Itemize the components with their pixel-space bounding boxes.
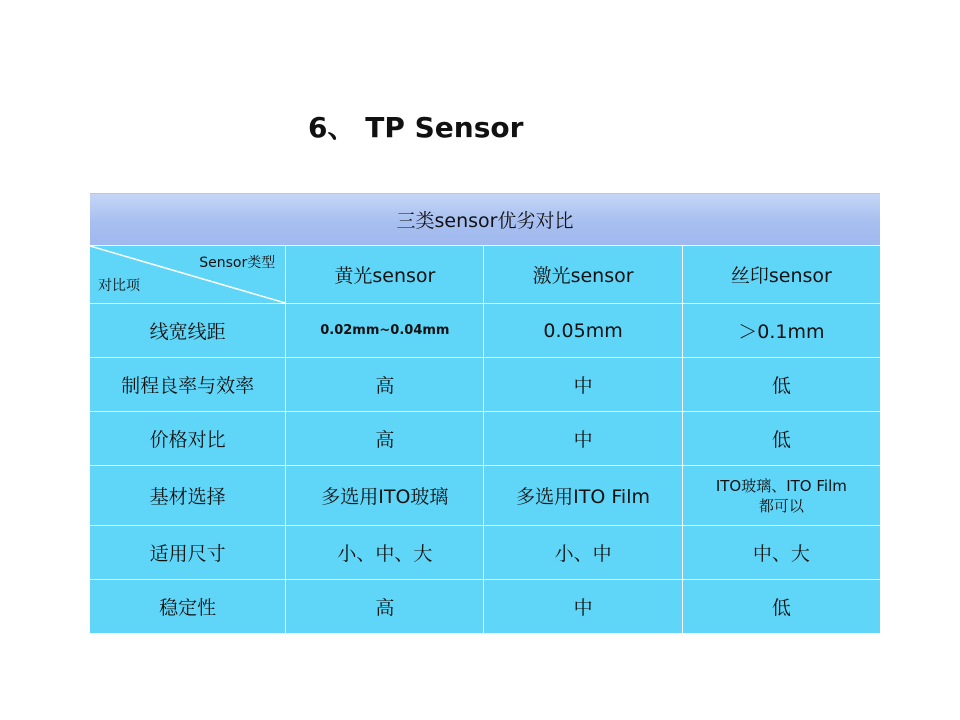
table-cell: 0.05mm	[484, 304, 682, 358]
row-label: 基材选择	[90, 466, 286, 526]
table-header-row	[90, 246, 881, 304]
table-cell: 低	[682, 412, 880, 466]
corner-header-cell	[90, 246, 286, 304]
table-cell: 低	[682, 580, 880, 634]
table-cell: 高	[286, 580, 484, 634]
table-row	[90, 412, 881, 466]
row-label: 制程良率与效率	[90, 358, 286, 412]
table-cell: 中	[484, 412, 682, 466]
slide-title: 6、 TP Sensor	[308, 111, 524, 144]
column-header-silkscreen: 丝印sensor	[682, 246, 880, 304]
table-caption-row	[90, 193, 881, 246]
row-label: 稳定性	[90, 580, 286, 634]
table-cell: 高	[286, 412, 484, 466]
table-cell: 低	[682, 358, 880, 412]
column-header-yellow-light: 黄光sensor	[286, 246, 484, 304]
table-row	[90, 580, 881, 634]
table-cell: 小、中、大	[286, 526, 484, 580]
table-row	[90, 466, 881, 526]
table-cell: ITO玻璃、ITO Film 都可以	[682, 466, 880, 526]
table-cell: 高	[286, 358, 484, 412]
comparison-table	[89, 192, 881, 634]
row-label: 线宽线距	[90, 304, 286, 358]
row-label: 适用尺寸	[90, 526, 286, 580]
table-cell: 多选用ITO玻璃	[286, 466, 484, 526]
row-label: 价格对比	[90, 412, 286, 466]
table-cell: 中、大	[682, 526, 880, 580]
table-caption: 三类sensor优劣对比	[90, 193, 881, 246]
table-row	[90, 358, 881, 412]
table-row	[90, 304, 881, 358]
corner-label-compare-item: 对比项	[98, 278, 140, 294]
table-cell: 小、中	[484, 526, 682, 580]
table-cell: ＞0.1mm	[682, 304, 880, 358]
table-cell: 中	[484, 580, 682, 634]
table-cell: 0.02mm~0.04mm	[286, 304, 484, 358]
column-header-laser: 激光sensor	[484, 246, 682, 304]
table-cell: 多选用ITO Film	[484, 466, 682, 526]
corner-label-sensor-type: Sensor类型	[199, 255, 276, 271]
table-cell: 中	[484, 358, 682, 412]
table-row	[90, 526, 881, 580]
